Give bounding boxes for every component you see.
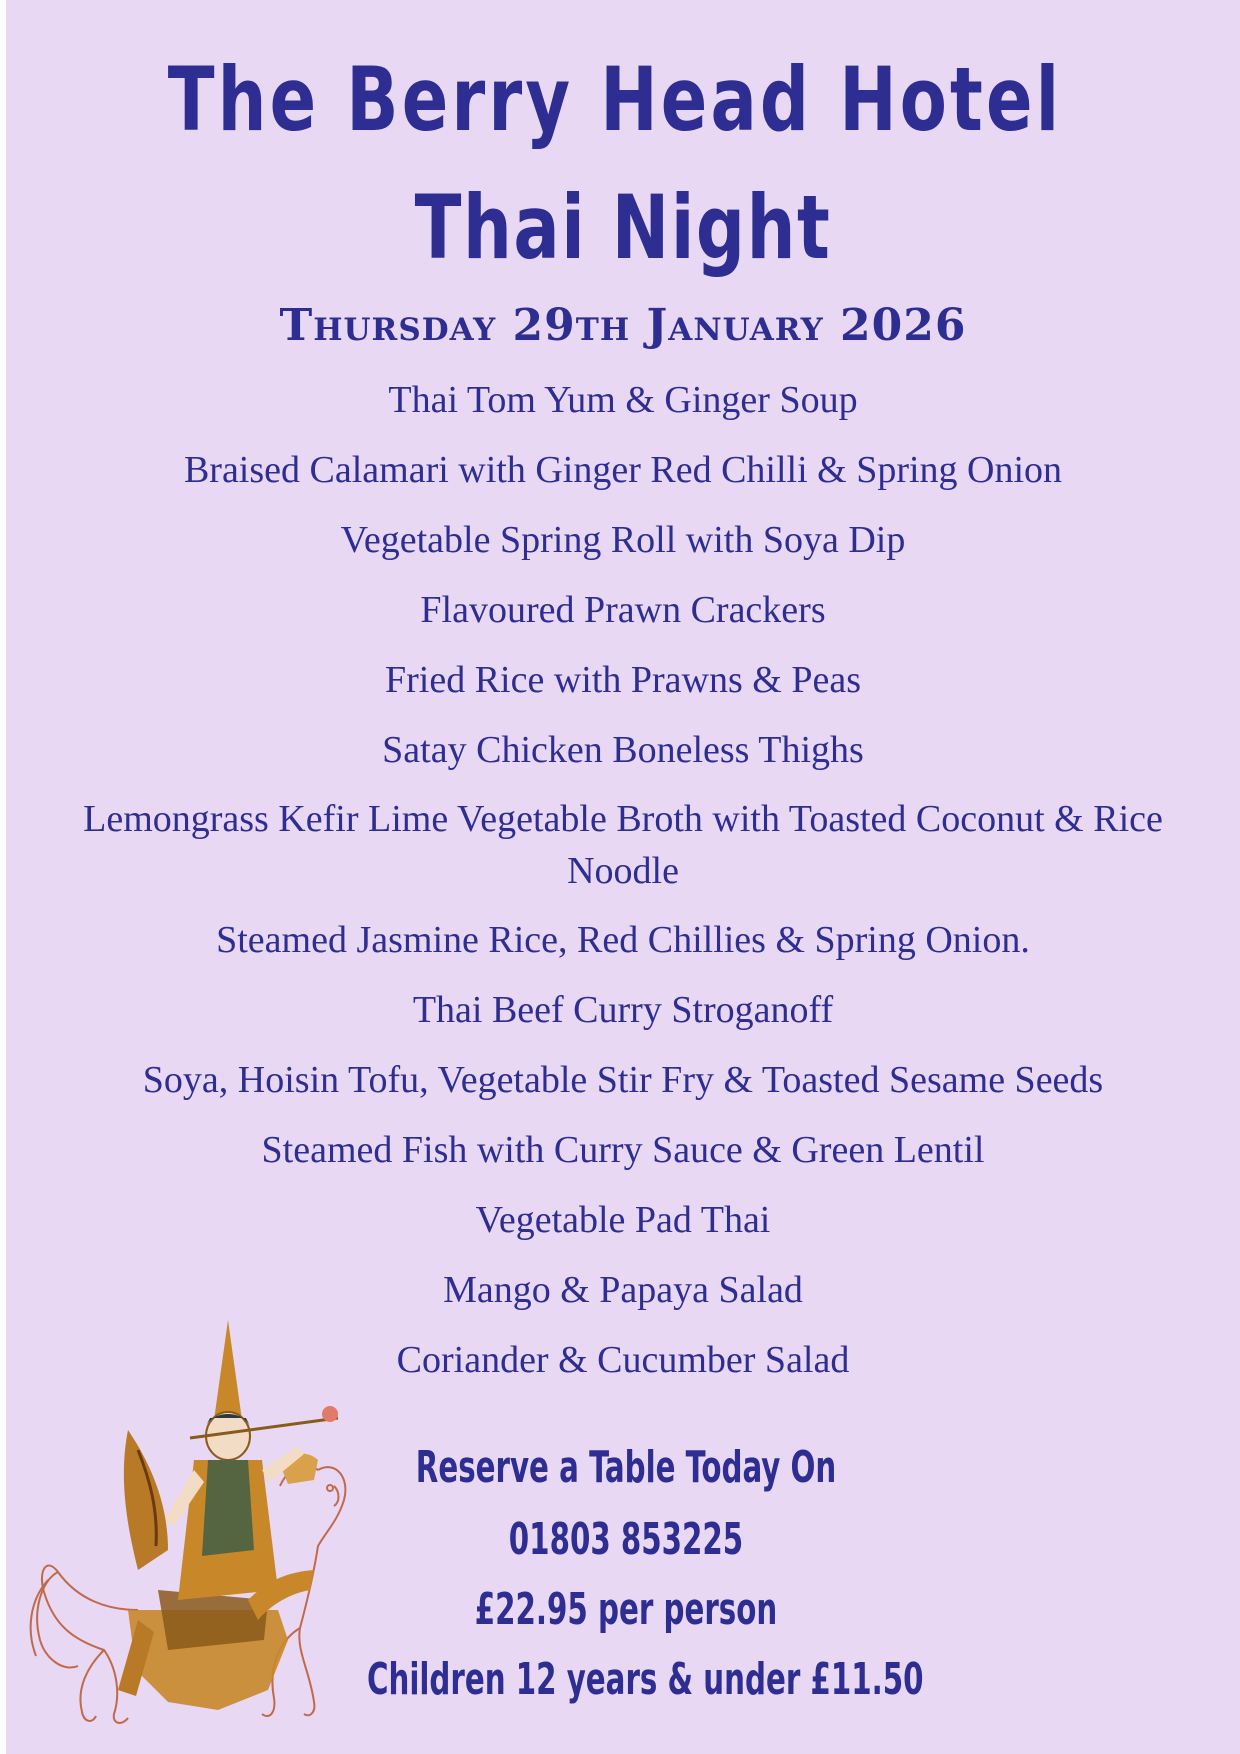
- reserve-text: Reserve a Table Today On: [415, 1442, 837, 1493]
- menu-item: Vegetable Spring Roll with Soya Dip: [340, 519, 906, 561]
- menu-item: Coriander & Cucumber Salad: [396, 1339, 850, 1381]
- menu-list: [26, 373, 1220, 1403]
- menu-poster: [6, 0, 1240, 1754]
- menu-item: Satay Chicken Boneless Thighs: [382, 729, 864, 771]
- hotel-name: The Berry Head Hotel: [167, 48, 1063, 151]
- menu-item: Mango & Papaya Salad: [443, 1269, 803, 1311]
- adult-price: £22.95 per person: [474, 1584, 778, 1635]
- event-name: Thai Night: [414, 176, 832, 279]
- menu-item: Vegetable Pad Thai: [475, 1199, 771, 1241]
- child-price: Children 12 years & under £11.50: [367, 1654, 924, 1705]
- phone-number: 01803 853225: [508, 1514, 744, 1565]
- event-date: Thursday 29th January 2026: [279, 300, 967, 351]
- menu-item: Steamed Fish with Curry Sauce & Green Lentil: [261, 1129, 985, 1171]
- menu-item: Flavoured Prawn Crackers: [420, 589, 826, 631]
- menu-item: Fried Rice with Prawns & Peas: [384, 659, 861, 701]
- menu-item: Lemongrass Kefir Lime Vegetable Broth with Toasted Coconut & Rice Noodle: [83, 798, 1163, 892]
- menu-item: Soya, Hoisin Tofu, Vegetable Stir Fry & Toasted Sesame Seeds: [142, 1059, 1104, 1101]
- menu-item: Braised Calamari with Ginger Red Chilli & Spring Onion: [183, 449, 1063, 491]
- menu-item: Steamed Jasmine Rice, Red Chillies & Spring Onion.: [216, 919, 1030, 961]
- thai-deity-on-horse-illustration: [18, 1310, 358, 1730]
- menu-item: Thai Tom Yum & Ginger Soup: [388, 379, 858, 421]
- menu-item: Thai Beef Curry Stroganoff: [412, 989, 834, 1031]
